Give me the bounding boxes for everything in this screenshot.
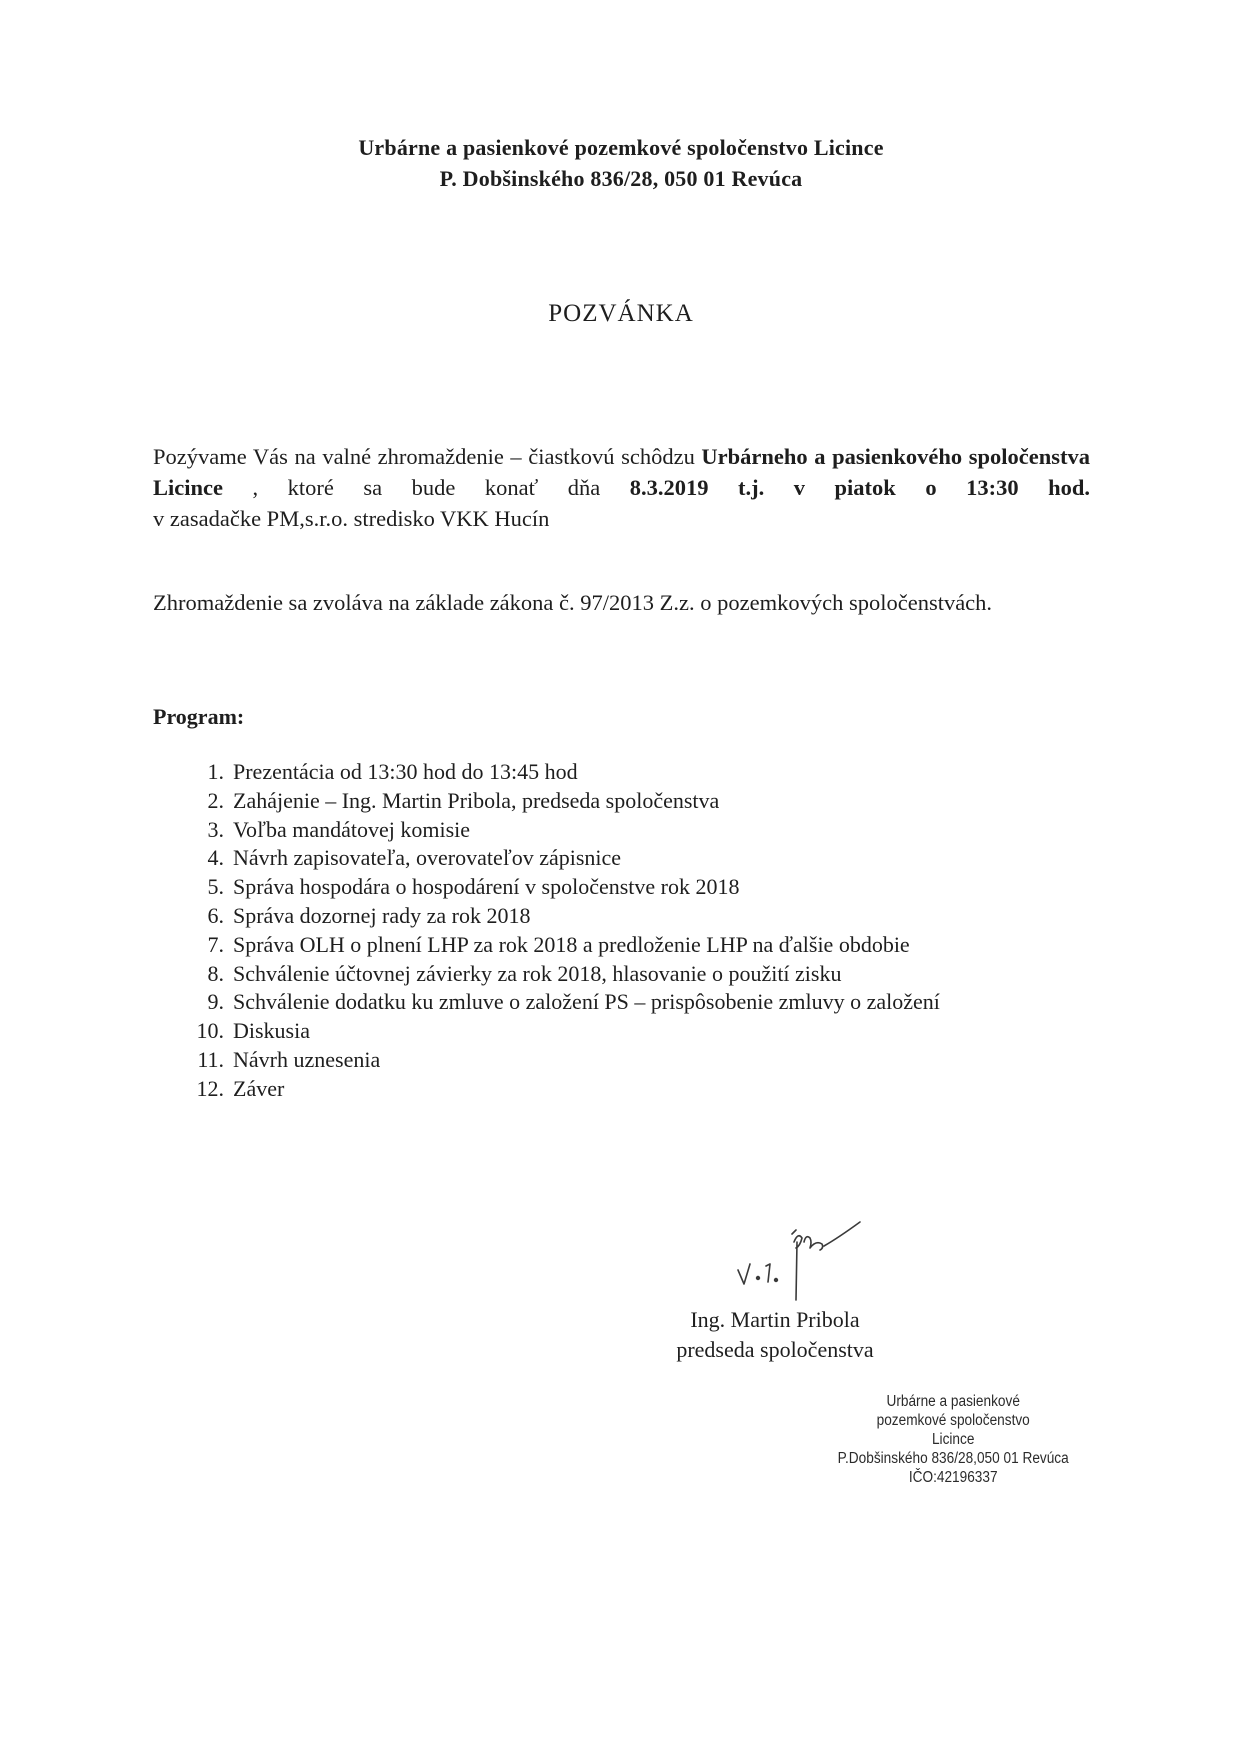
program-item (184, 758, 940, 787)
program-item-text: Schválenie dodatku ku zmluve o založení PS – prispôsobenie zmluvy o založení (233, 989, 940, 1015)
program-item (184, 1046, 940, 1075)
document-title: POZVÁNKA (548, 300, 694, 327)
program-item-text: Správa dozornej rady za rok 2018 (233, 902, 531, 928)
program-item (184, 931, 940, 960)
organization-name: Urbárne a pasienkové pozemkové spoločenstvo Licince (358, 135, 884, 160)
organization-header (0, 132, 1242, 194)
signer-role: predseda spoločenstva (676, 1337, 874, 1362)
program-item-number: 6. (207, 902, 224, 928)
stamp-line-1: Urbárne a pasienkové (886, 1393, 1020, 1410)
program-item-number: 8. (207, 960, 224, 986)
program-item (184, 787, 940, 816)
program-item-text: Záver (233, 1075, 285, 1101)
program-item (184, 873, 940, 902)
program-item-number: 11. (197, 1046, 224, 1072)
legal-basis-text: Zhromaždenie sa zvoláva na základe zákona č. 97/2013 Z.z. o pozemkových spoločenstvách. (153, 590, 993, 615)
program-item-number: 1. (207, 759, 224, 784)
program-item-number: 10. (196, 1018, 224, 1044)
program-item (184, 902, 940, 931)
signer-name: Ing. Martin Pribola (690, 1307, 860, 1332)
program-heading: Program: (153, 704, 245, 729)
stamp-line-2: pozemkové spoločenstvo (876, 1412, 1030, 1429)
intro-text-2: , ktoré sa bude konať dňa (222, 475, 630, 500)
program-item-number: 3. (207, 816, 224, 842)
program-item (184, 816, 940, 845)
handwritten-signature (720, 1212, 870, 1307)
organization-stamp (830, 1392, 1076, 1487)
program-item (184, 960, 940, 989)
program-item-text: Diskusia (233, 1018, 310, 1044)
program-item-text: Schválenie účtovnej závierky za rok 2018, hlasovanie o použití zisku (233, 960, 842, 986)
program-list (184, 758, 940, 1104)
program-item-number: 2. (207, 787, 224, 813)
organization-address: P. Dobšinského 836/28, 050 01 Revúca (439, 166, 803, 191)
stamp-line-3: Licince (931, 1431, 975, 1448)
intro-organization: Urbárneho a pasienkového spoločenstva Licince (153, 444, 1090, 500)
intro-date-time: 8.3.2019 t.j. v piatok o 13:30 hod. (629, 475, 1091, 500)
invitation-paragraph (153, 441, 1090, 534)
program-item-text: Správa OLH o plnení LHP za rok 2018 a predloženie LHP na ďalšie obdobie (233, 931, 910, 957)
signer-block (660, 1305, 890, 1365)
program-item-text: Prezentácia od 13:30 hod do 13:45 hod (233, 759, 578, 784)
program-item (184, 988, 940, 1017)
program-item (184, 1075, 940, 1104)
program-item-number: 12. (196, 1075, 224, 1101)
intro-venue: v zasadačke PM,s.r.o. stredisko VKK Hucín (153, 506, 550, 531)
program-item (184, 1017, 940, 1046)
program-item-number: 9. (207, 989, 224, 1015)
program-item-number: 5. (207, 874, 224, 900)
intro-text-1: Pozývame Vás na valné zhromaždenie – čiastkovú schôdzu (153, 444, 702, 469)
program-item-text: Zahájenie – Ing. Martin Pribola, predseda spoločenstva (233, 787, 720, 813)
program-item-number: 7. (207, 931, 224, 957)
program-item-text: Návrh uznesenia (233, 1046, 381, 1072)
program-item-text: Voľba mandátovej komisie (233, 816, 471, 842)
program-item-number: 4. (207, 845, 224, 871)
stamp-line-5: IČO:42196337 (908, 1469, 998, 1486)
invitation-text (153, 441, 1090, 503)
program-item-text: Návrh zapisovateľa, overovateľov zápisnice (233, 845, 622, 871)
program-item (184, 844, 940, 873)
stamp-line-4: P.Dobšinského 836/28,050 01 Revúca (837, 1450, 1069, 1467)
program-item-text: Správa hospodára o hospodárení v spoločenstve rok 2018 (233, 874, 740, 900)
